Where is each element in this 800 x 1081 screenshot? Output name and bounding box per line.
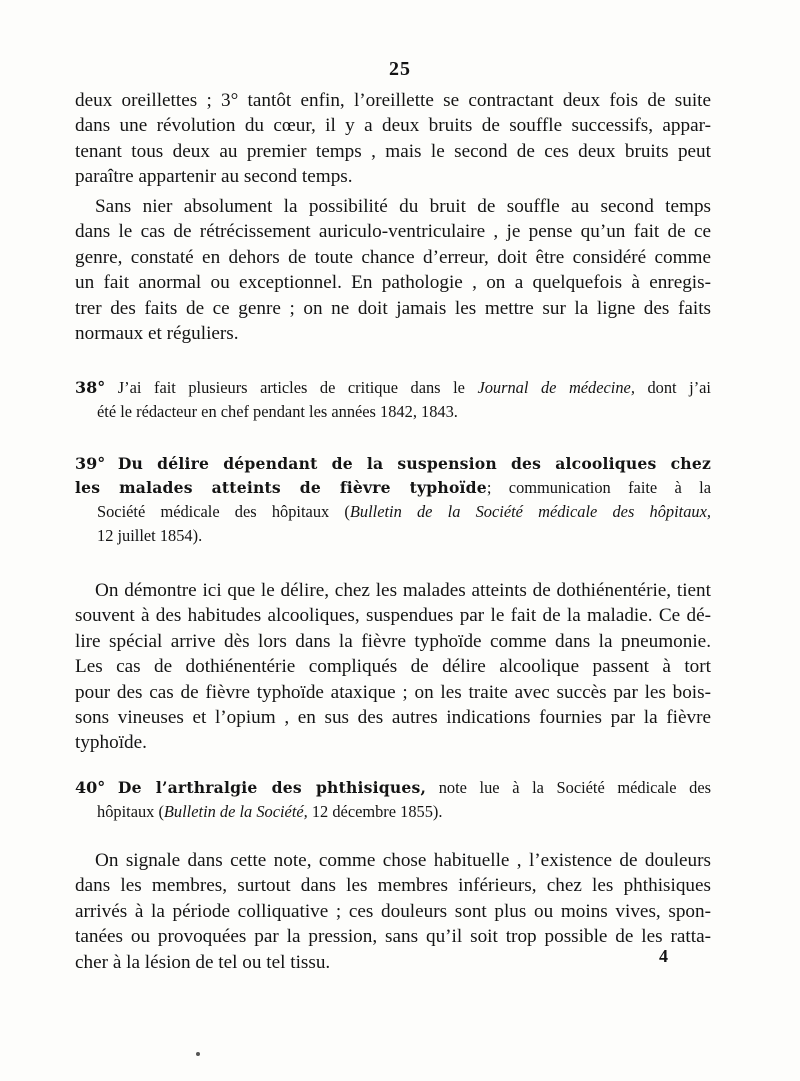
entry-40	[75, 776, 711, 824]
text-line: arrivés à la période colliquative ; ces douleurs sont plus ou moins vives, spon-	[75, 900, 711, 922]
paragraph-arthralgie	[75, 848, 711, 975]
entry-number: 39°	[75, 454, 106, 473]
text-line: dans le cas de rétrécissement auriculo-ventriculaire , je pense qu’un fait de ce	[75, 221, 711, 243]
paragraph-delire	[75, 578, 711, 756]
text-line: pour des cas de fièvre typhoïde ataxique ; on les traite avec succès par les bois-	[75, 681, 711, 703]
text-line: Sans nier absolument la possibilité du bruit de souffle au second temps	[95, 196, 711, 217]
text-line: Les cas de dothiénentérie compliqués de délire alcoolique passent à tort	[75, 656, 711, 678]
text-line: lire spécial arrive dès lors dans la fièvre typhoïde comme dans la pneumonie.	[75, 630, 711, 652]
journal-title: Bulletin de la Société,	[163, 802, 308, 821]
entry-title: les malades atteints de fièvre typhoïde	[75, 478, 487, 497]
entry-text: note lue à la Société médicale des	[438, 778, 711, 797]
entry-text: J’ai fait plusieurs articles de critique dans le	[117, 378, 465, 397]
text-line: tenant tous deux au premier temps , mais le second de ces deux bruits peut	[75, 140, 711, 162]
text-line: deux oreillettes ; 3° tantôt enfin, l’oreillette se contractant deux fois de suite	[75, 90, 711, 111]
signature-mark: 4	[659, 946, 668, 966]
text-line: On démontre ici que le délire, chez les malades atteints de dothiénentérie, tient	[95, 580, 711, 601]
text-line: On signale dans cette note, comme chose habituelle , l’existence de douleurs	[95, 850, 711, 871]
paragraph-retrecissement	[75, 194, 711, 346]
entry-title: Du délire dépendant de la suspension des alcooliques chez	[117, 454, 711, 473]
paragraph-continuation	[75, 88, 711, 190]
ink-speck	[196, 1052, 200, 1056]
entry-number: 40°	[75, 778, 106, 797]
text-line: trer des faits de ce genre ; on ne doit jamais les mettre sur la ligne des faits	[75, 297, 711, 319]
text-line: souvent à des habitudes alcooliques, suspendues par le fait de la maladie. Ce dé-	[75, 605, 711, 627]
entry-title: De l’arthralgie des phthisiques,	[117, 778, 427, 797]
entry-text: Société médicale des hôpitaux (	[97, 502, 350, 521]
entry-39	[75, 452, 711, 548]
entry-text: 12 juillet 1854).	[97, 526, 203, 545]
text-line: cher à la lésion de tel ou tel tissu.	[75, 951, 331, 973]
entry-text: dont j’ai	[647, 378, 711, 397]
entry-text: hôpitaux (	[97, 802, 164, 821]
entry-text: ; communication faite à la	[486, 478, 711, 497]
entry-text: été le rédacteur en chef pendant les années 1842, 1843.	[97, 402, 458, 421]
entry-38	[75, 376, 711, 424]
entry-number: 38°	[75, 378, 106, 397]
text-line: dans les membres, surtout dans les membres inférieurs, chez les phthisiques	[75, 875, 711, 897]
text-line: paraître appartenir au second temps.	[75, 166, 353, 188]
text-line: genre, constaté en dehors de toute chance d’erreur, doit être considéré comme	[75, 246, 711, 268]
text-line: tanées ou provoquées par la pression, sans qu’il soit trop possible de les ratta-	[75, 926, 711, 948]
page-number: 25	[389, 58, 411, 80]
text-line: typhoïde.	[75, 732, 147, 754]
text-line: un fait anormal ou exceptionnel. En pathologie , on a quelquefois à enregis-	[75, 272, 711, 294]
entry-text: 12 décembre 1855).	[311, 802, 443, 821]
text-line: sons vineuses et l’opium , en sus des autres indications fournies par la fièvre	[75, 707, 711, 729]
journal-title: Journal de médecine,	[477, 378, 635, 397]
journal-title: Bulletin de la Société médicale des hôpitaux,	[349, 502, 711, 521]
text-line: dans une révolution du cœur, il y a deux bruits de souffle successifs, appar-	[75, 115, 711, 137]
text-line: normaux et réguliers.	[75, 323, 239, 345]
